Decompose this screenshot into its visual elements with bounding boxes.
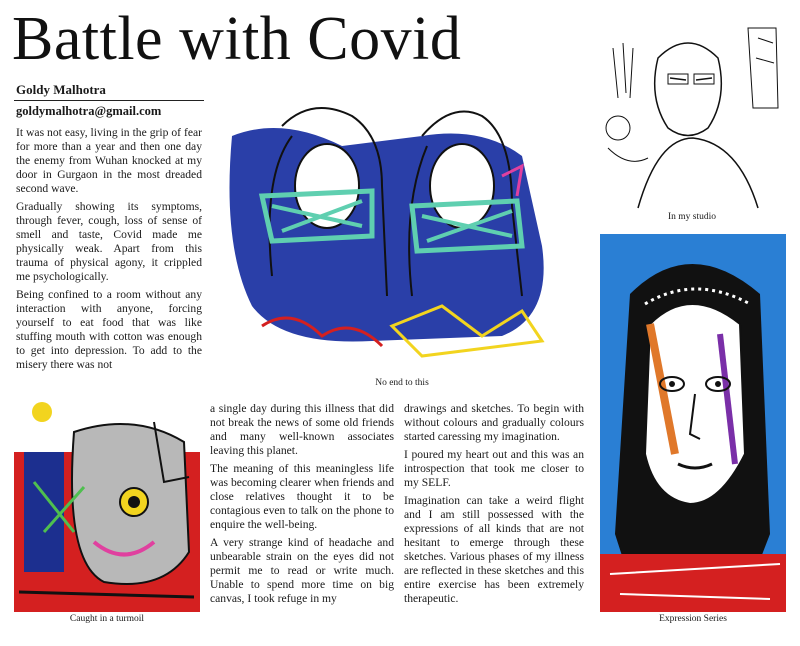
article-title: Battle with Covid bbox=[12, 5, 462, 73]
caption-caught-in-a-turmoil: Caught in a turmoil bbox=[69, 614, 145, 624]
author-email: goldymalhotra@gmail.com bbox=[16, 104, 162, 118]
text-column-3 bbox=[404, 402, 584, 610]
paragraph: Being confined to a room without any interaction with anyone, forcing yourself to eat food that was like stuffing mouth with cotton was enough to get into depression. To add to the misery there was not bbox=[16, 288, 202, 371]
caption-in-my-studio: In my studio bbox=[667, 212, 717, 222]
caption-expression-series: Expression Series bbox=[659, 614, 727, 624]
paragraph: I poured my heart out and this was an introspection that took me closer to my SELF. bbox=[404, 448, 584, 489]
paragraph: Imagination can take a weird flight and I am still possessed with the expressions of all kinds that are not hesitant to emerge through these sketches. Various phases of my illness are reflected in these sketches and this entire exercise has been extremely therapeutic. bbox=[404, 494, 584, 605]
author-divider bbox=[14, 100, 204, 101]
artwork-caught-in-a-turmoil bbox=[14, 392, 200, 612]
artwork-expression-series bbox=[600, 234, 786, 612]
text-column-1 bbox=[16, 126, 202, 376]
paragraph: Gradually showing its symptoms, through fever, cough, loss of sense of smell and taste, Covid made me physically weak. Apart from this trauma of physical agony, it crippled me psychologically. bbox=[16, 200, 202, 283]
caption-no-end-to-this: No end to this bbox=[375, 378, 429, 388]
paragraph: The meaning of this meaningless life was becoming clearer when friends and close relatives thought it to be contagious even to talk on the phone to enquire the well-being. bbox=[210, 462, 394, 531]
paragraph: a single day during this illness that did not break the news of some old friends and many well-known associates leaving this planet. bbox=[210, 402, 394, 457]
paragraph: A very strange kind of headache and unbearable strain on the eyes did not permit me to read or write much. Unable to spend more time on big canvas, I took refuge in my bbox=[210, 536, 394, 605]
artwork-in-my-studio bbox=[598, 18, 786, 210]
author-name: Goldy Malhotra bbox=[16, 82, 106, 97]
artwork-no-end-to-this bbox=[222, 96, 582, 374]
paragraph: drawings and sketches. To begin with without colours and gradually colours started caressing my imagination. bbox=[404, 402, 584, 443]
text-column-2 bbox=[210, 402, 394, 610]
paragraph: It was not easy, living in the grip of fear for more than a year and then one day the enemy from Wuhan knocked at my door in Gurgaon in the most dreaded second wave. bbox=[16, 126, 202, 195]
